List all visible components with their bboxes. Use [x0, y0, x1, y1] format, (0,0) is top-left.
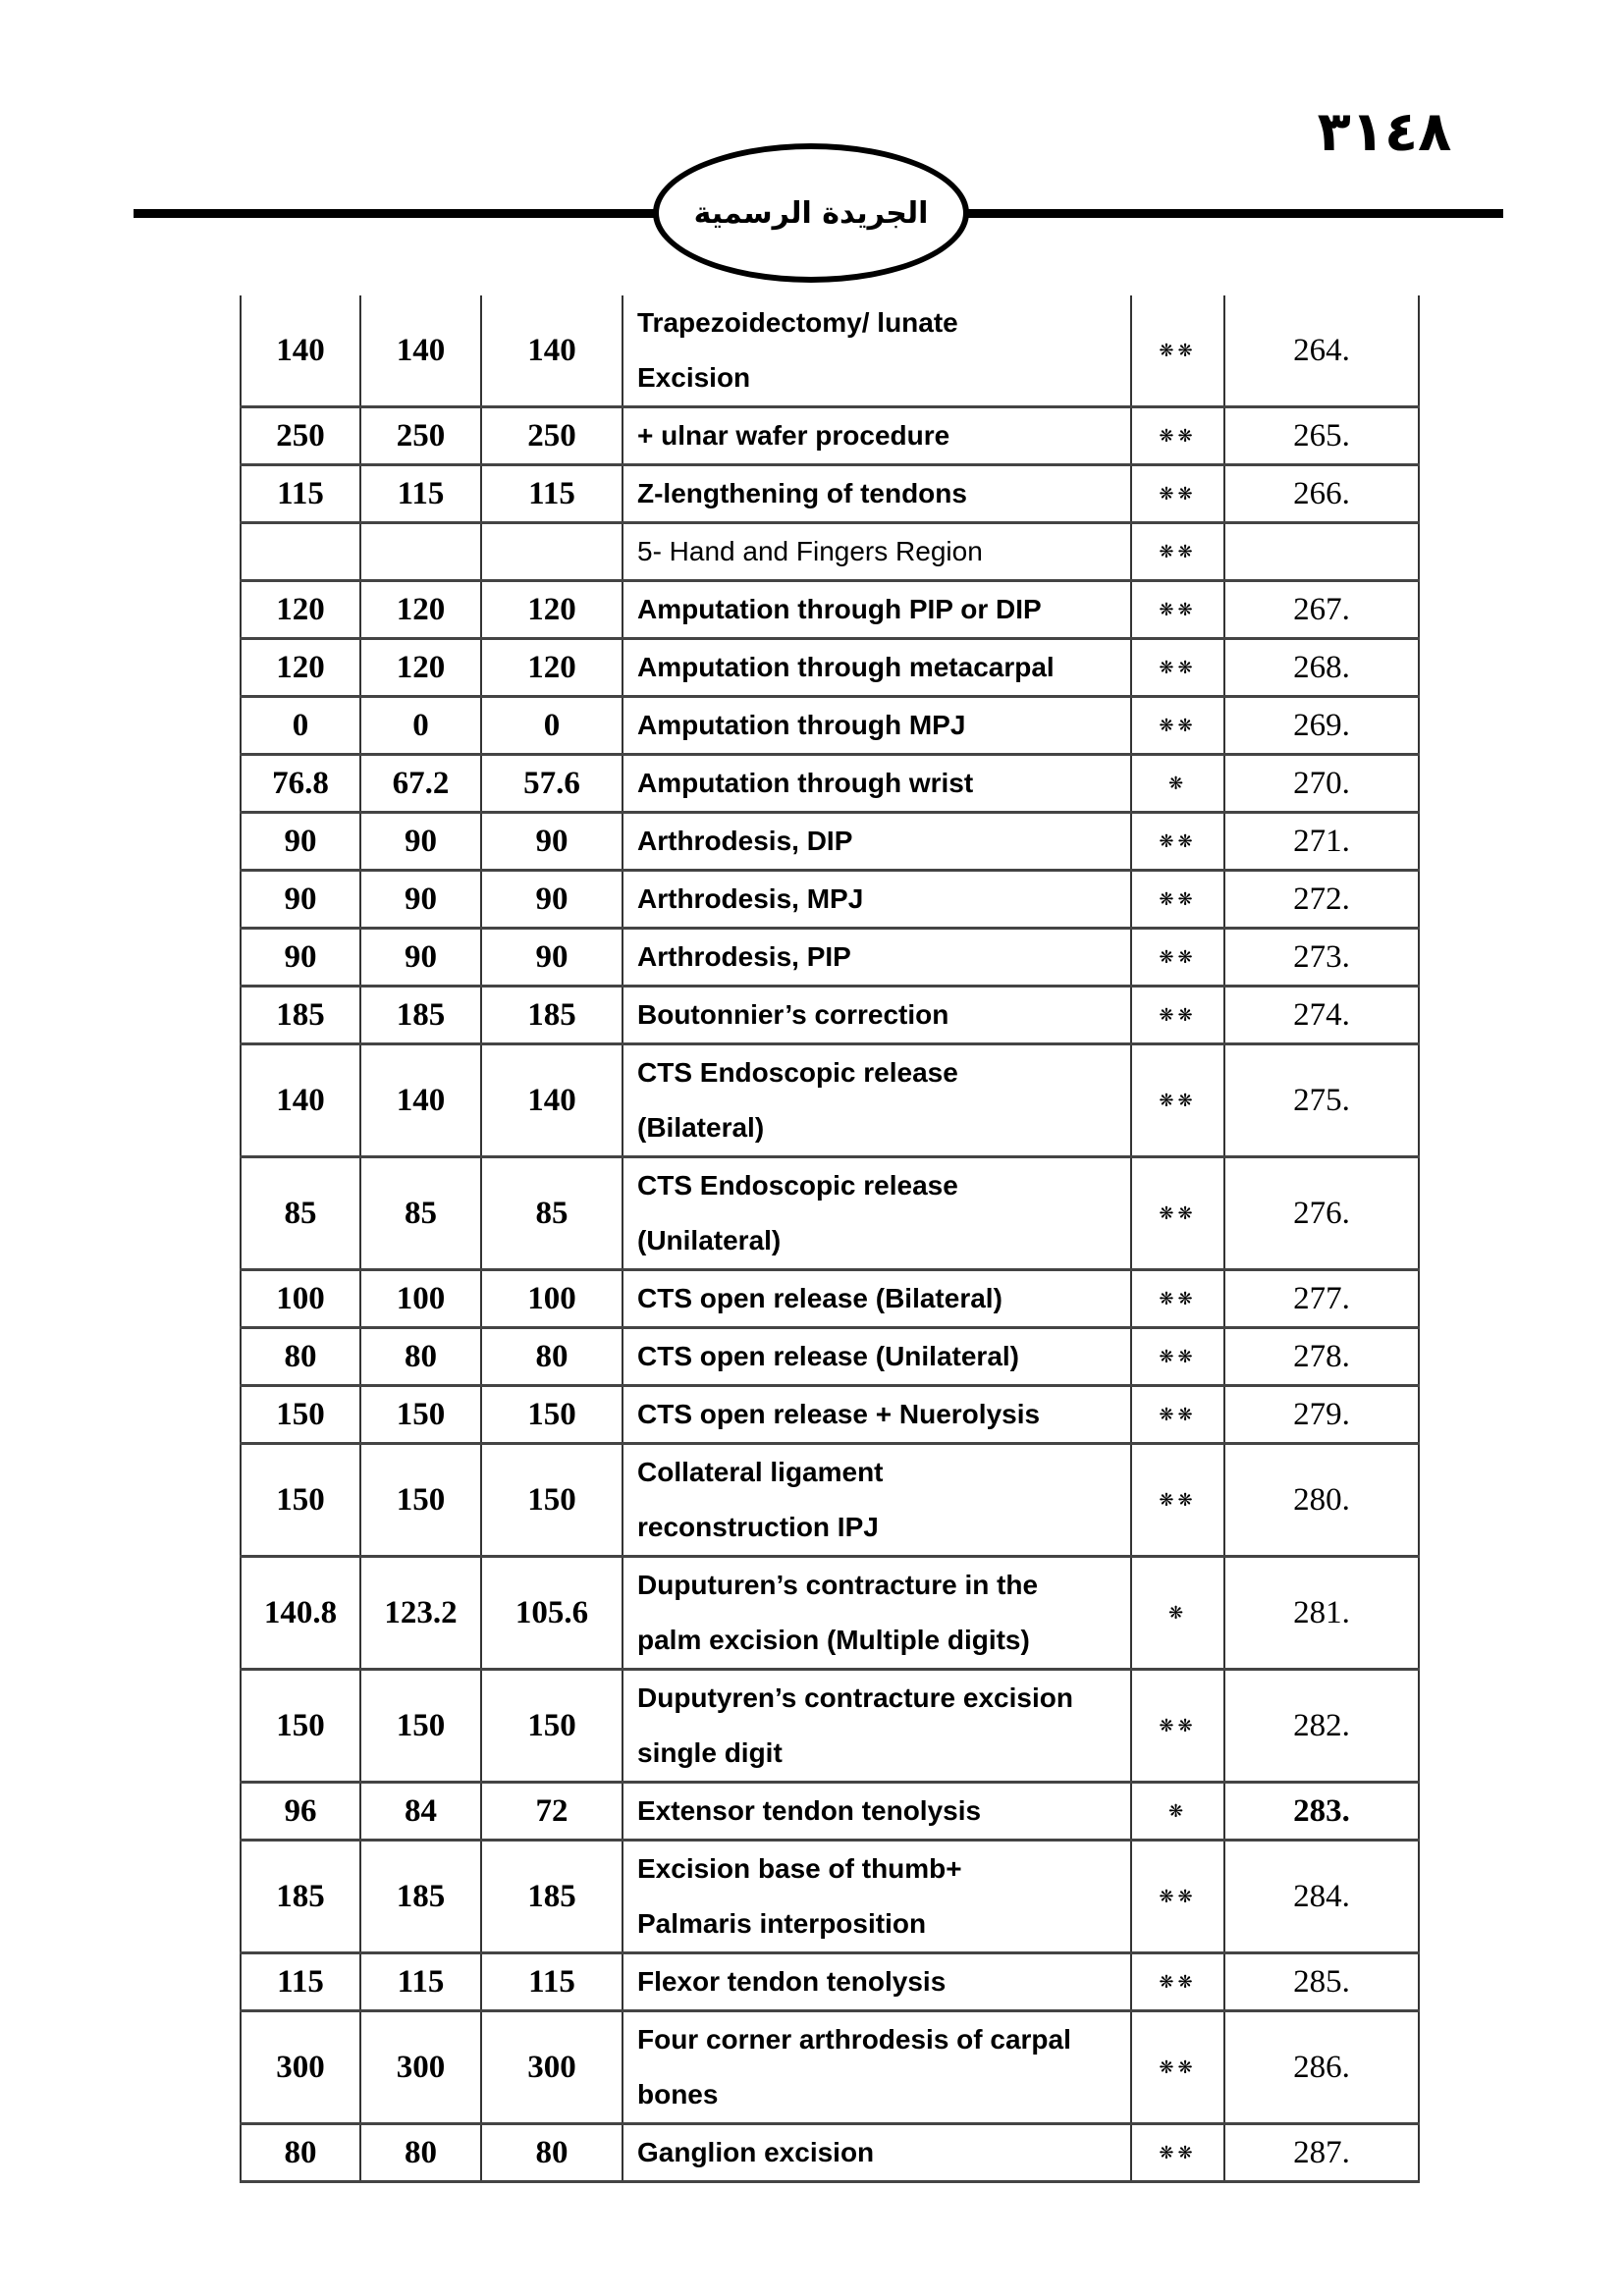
price-cell-3: 80	[481, 1328, 623, 1386]
price-cell-3: 150	[481, 1670, 623, 1783]
table-row	[241, 1783, 1419, 1841]
price-cell-3: 140	[481, 295, 623, 407]
procedure-line: Excision base of thumb+	[637, 1853, 962, 1884]
item-number: 284.	[1224, 1841, 1419, 1953]
procedure-line: Amputation through PIP or DIP	[637, 594, 1042, 624]
price-cell-1: 115	[241, 1953, 360, 2011]
procedure-line: bones	[637, 2079, 719, 2109]
price-cell-3: 72	[481, 1783, 623, 1841]
category-marker: ❋❋	[1131, 407, 1224, 465]
procedure-cell	[623, 871, 1131, 929]
table-row	[241, 1044, 1419, 1157]
table-row	[241, 407, 1419, 465]
item-number: 274.	[1224, 987, 1419, 1044]
table-row	[241, 1157, 1419, 1270]
price-cell-1: 120	[241, 639, 360, 697]
procedure-cell	[623, 1044, 1131, 1157]
item-number: 268.	[1224, 639, 1419, 697]
item-number: 270.	[1224, 755, 1419, 813]
table-row	[241, 295, 1419, 407]
price-cell-1: 150	[241, 1386, 360, 1444]
procedure-line: Excision	[637, 362, 751, 393]
price-cell-3: 90	[481, 871, 623, 929]
price-cell-1: 96	[241, 1783, 360, 1841]
table-row	[241, 871, 1419, 929]
procedure-cell	[623, 1157, 1131, 1270]
procedure-line: Arthrodesis, MPJ	[637, 883, 864, 914]
procedure-line: CTS open release (Bilateral)	[637, 1283, 1002, 1313]
price-cell-3: 150	[481, 1386, 623, 1444]
procedure-line: Arthrodesis, DIP	[637, 826, 853, 856]
item-number: 280.	[1224, 1444, 1419, 1557]
procedure-cell	[623, 987, 1131, 1044]
category-marker: ❋❋	[1131, 639, 1224, 697]
item-number	[1224, 523, 1419, 581]
item-number: 267.	[1224, 581, 1419, 639]
item-number: 277.	[1224, 1270, 1419, 1328]
category-marker: ❋❋	[1131, 1444, 1224, 1557]
category-marker: ❋	[1131, 1783, 1224, 1841]
procedure-line: Amputation through MPJ	[637, 710, 966, 740]
procedure-cell	[623, 755, 1131, 813]
category-marker: ❋❋	[1131, 697, 1224, 755]
table-row	[241, 697, 1419, 755]
price-cell-3: 100	[481, 1270, 623, 1328]
price-cell-3: 185	[481, 1841, 623, 1953]
category-marker: ❋❋	[1131, 2011, 1224, 2124]
procedure-line: Duputyren’s contracture excision	[637, 1682, 1073, 1713]
procedure-line: Duputuren’s contracture in the	[637, 1570, 1039, 1600]
price-cell-1: 90	[241, 929, 360, 987]
item-number: 272.	[1224, 871, 1419, 929]
price-cell-3: 80	[481, 2124, 623, 2182]
item-number: 276.	[1224, 1157, 1419, 1270]
procedure-line: Z-lengthening of tendons	[637, 478, 967, 508]
price-cell-3: 0	[481, 697, 623, 755]
price-cell-1: 76.8	[241, 755, 360, 813]
item-number: 286.	[1224, 2011, 1419, 2124]
procedure-line: Arthrodesis, PIP	[637, 941, 851, 972]
section-title	[623, 523, 1131, 581]
price-cell-1: 185	[241, 987, 360, 1044]
masthead-title: الجريدة الرسمية	[693, 195, 929, 231]
price-cell-2: 150	[360, 1444, 481, 1557]
category-marker: ❋❋	[1131, 1044, 1224, 1157]
procedure-cell	[623, 581, 1131, 639]
price-cell-1: 100	[241, 1270, 360, 1328]
item-number: 265.	[1224, 407, 1419, 465]
item-number: 285.	[1224, 1953, 1419, 2011]
table-row	[241, 1670, 1419, 1783]
procedure-line: Flexor tendon tenolysis	[637, 1966, 947, 1997]
price-cell-3	[481, 523, 623, 581]
procedure-cell	[623, 1841, 1131, 1953]
procedure-line: 5- Hand and Fingers Region	[637, 536, 983, 566]
category-marker: ❋❋	[1131, 1157, 1224, 1270]
procedure-cell	[623, 697, 1131, 755]
item-number: 273.	[1224, 929, 1419, 987]
price-cell-1: 90	[241, 813, 360, 871]
price-cell-1: 185	[241, 1841, 360, 1953]
category-marker: ❋❋	[1131, 871, 1224, 929]
procedure-line: CTS open release (Unilateral)	[637, 1341, 1020, 1371]
price-cell-2: 120	[360, 581, 481, 639]
price-cell-1	[241, 523, 360, 581]
procedure-cell	[623, 929, 1131, 987]
category-marker: ❋❋	[1131, 1328, 1224, 1386]
price-cell-2: 90	[360, 871, 481, 929]
price-cell-2: 80	[360, 1328, 481, 1386]
procedure-cell	[623, 1670, 1131, 1783]
procedure-line: Collateral ligament	[637, 1457, 884, 1487]
price-cell-1: 150	[241, 1444, 360, 1557]
procedure-cell	[623, 1270, 1131, 1328]
item-number: 264.	[1224, 295, 1419, 407]
table-row	[241, 2124, 1419, 2182]
procedure-cell	[623, 1953, 1131, 2011]
price-cell-2: 67.2	[360, 755, 481, 813]
price-cell-1: 140	[241, 295, 360, 407]
category-marker: ❋❋	[1131, 2124, 1224, 2182]
procedure-cell	[623, 465, 1131, 523]
price-cell-3: 140	[481, 1044, 623, 1157]
price-cell-2	[360, 523, 481, 581]
price-cell-3: 185	[481, 987, 623, 1044]
procedure-line: CTS Endoscopic release	[637, 1170, 958, 1201]
item-number: 266.	[1224, 465, 1419, 523]
price-cell-3: 150	[481, 1444, 623, 1557]
item-number: 269.	[1224, 697, 1419, 755]
table-row	[241, 987, 1419, 1044]
fee-schedule-table	[240, 295, 1420, 2183]
category-marker: ❋	[1131, 1557, 1224, 1670]
category-marker: ❋❋	[1131, 295, 1224, 407]
price-cell-3: 115	[481, 465, 623, 523]
procedure-cell	[623, 2124, 1131, 2182]
price-cell-3: 57.6	[481, 755, 623, 813]
price-cell-3: 105.6	[481, 1557, 623, 1670]
procedure-line: Palmaris interposition	[637, 1908, 927, 1939]
procedure-line: reconstruction IPJ	[637, 1512, 879, 1542]
price-cell-1: 85	[241, 1157, 360, 1270]
procedure-line: (Unilateral)	[637, 1225, 782, 1255]
price-cell-3: 115	[481, 1953, 623, 2011]
item-number: 281.	[1224, 1557, 1419, 1670]
table-row	[241, 755, 1419, 813]
table-row	[241, 1270, 1419, 1328]
item-number: 271.	[1224, 813, 1419, 871]
category-marker: ❋❋	[1131, 523, 1224, 581]
price-cell-2: 300	[360, 2011, 481, 2124]
header-rule-right	[962, 209, 1503, 218]
price-cell-1: 250	[241, 407, 360, 465]
table-row	[241, 1328, 1419, 1386]
table-row	[241, 639, 1419, 697]
item-number: 278.	[1224, 1328, 1419, 1386]
price-cell-1: 140.8	[241, 1557, 360, 1670]
page-number: ٣١٤٨	[1317, 100, 1452, 164]
price-cell-2: 150	[360, 1386, 481, 1444]
table-row	[241, 1386, 1419, 1444]
procedure-line: Trapezoidectomy/ lunate	[637, 307, 958, 338]
procedure-cell	[623, 407, 1131, 465]
procedure-line: palm excision (Multiple digits)	[637, 1625, 1030, 1655]
category-marker: ❋❋	[1131, 929, 1224, 987]
price-cell-2: 140	[360, 295, 481, 407]
procedure-line: Four corner arthrodesis of carpal	[637, 2024, 1071, 2055]
procedure-cell	[623, 2011, 1131, 2124]
price-cell-1: 80	[241, 1328, 360, 1386]
price-cell-2: 185	[360, 1841, 481, 1953]
procedure-cell	[623, 1783, 1131, 1841]
price-cell-3: 300	[481, 2011, 623, 2124]
price-cell-2: 80	[360, 2124, 481, 2182]
header-rule-left	[134, 209, 664, 218]
price-cell-2: 115	[360, 465, 481, 523]
price-cell-2: 115	[360, 1953, 481, 2011]
price-cell-2: 185	[360, 987, 481, 1044]
procedure-line: Amputation through metacarpal	[637, 652, 1055, 682]
price-cell-1: 300	[241, 2011, 360, 2124]
item-number: 287.	[1224, 2124, 1419, 2182]
procedure-cell	[623, 1444, 1131, 1557]
table-row	[241, 2011, 1419, 2124]
table-row	[241, 581, 1419, 639]
price-cell-2: 0	[360, 697, 481, 755]
procedure-line: (Bilateral)	[637, 1112, 765, 1143]
procedure-line: + ulnar wafer procedure	[637, 420, 950, 451]
category-marker: ❋❋	[1131, 1841, 1224, 1953]
price-cell-2: 90	[360, 813, 481, 871]
price-cell-1: 140	[241, 1044, 360, 1157]
procedure-cell	[623, 639, 1131, 697]
price-cell-1: 115	[241, 465, 360, 523]
fee-table-body	[241, 295, 1419, 2182]
category-marker: ❋❋	[1131, 465, 1224, 523]
price-cell-1: 150	[241, 1670, 360, 1783]
price-cell-2: 140	[360, 1044, 481, 1157]
price-cell-1: 90	[241, 871, 360, 929]
price-cell-3: 90	[481, 813, 623, 871]
procedure-cell	[623, 1557, 1131, 1670]
procedure-cell	[623, 813, 1131, 871]
procedure-line: CTS Endoscopic release	[637, 1057, 958, 1088]
price-cell-2: 123.2	[360, 1557, 481, 1670]
price-cell-2: 90	[360, 929, 481, 987]
price-cell-3: 250	[481, 407, 623, 465]
category-marker: ❋❋	[1131, 1670, 1224, 1783]
table-row	[241, 813, 1419, 871]
table-row	[241, 1953, 1419, 2011]
category-marker: ❋	[1131, 755, 1224, 813]
table-row	[241, 929, 1419, 987]
price-cell-3: 120	[481, 639, 623, 697]
procedure-cell	[623, 1386, 1131, 1444]
price-cell-2: 120	[360, 639, 481, 697]
item-number: 279.	[1224, 1386, 1419, 1444]
price-cell-2: 250	[360, 407, 481, 465]
procedure-line: Boutonnier’s correction	[637, 999, 949, 1030]
masthead-oval	[653, 143, 969, 283]
procedure-cell	[623, 295, 1131, 407]
category-marker: ❋❋	[1131, 1270, 1224, 1328]
category-marker: ❋❋	[1131, 581, 1224, 639]
item-number: 275.	[1224, 1044, 1419, 1157]
price-cell-1: 120	[241, 581, 360, 639]
table-row	[241, 1444, 1419, 1557]
procedure-line: single digit	[637, 1737, 783, 1768]
price-cell-2: 84	[360, 1783, 481, 1841]
procedure-line: Amputation through wrist	[637, 768, 974, 798]
price-cell-3: 90	[481, 929, 623, 987]
procedure-line: Extensor tendon tenolysis	[637, 1795, 982, 1826]
section-header-row	[241, 523, 1419, 581]
category-marker: ❋❋	[1131, 813, 1224, 871]
price-cell-2: 100	[360, 1270, 481, 1328]
table-row	[241, 1841, 1419, 1953]
price-cell-2: 85	[360, 1157, 481, 1270]
category-marker: ❋❋	[1131, 987, 1224, 1044]
price-cell-1: 80	[241, 2124, 360, 2182]
item-number: 282.	[1224, 1670, 1419, 1783]
category-marker: ❋❋	[1131, 1386, 1224, 1444]
procedure-line: CTS open release + Nuerolysis	[637, 1399, 1041, 1429]
table-row	[241, 465, 1419, 523]
table-row	[241, 1557, 1419, 1670]
price-cell-2: 150	[360, 1670, 481, 1783]
price-cell-3: 85	[481, 1157, 623, 1270]
price-cell-3: 120	[481, 581, 623, 639]
procedure-cell	[623, 1328, 1131, 1386]
procedure-line: Ganglion excision	[637, 2137, 875, 2167]
price-cell-1: 0	[241, 697, 360, 755]
item-number: 283.	[1224, 1783, 1419, 1841]
category-marker: ❋❋	[1131, 1953, 1224, 2011]
